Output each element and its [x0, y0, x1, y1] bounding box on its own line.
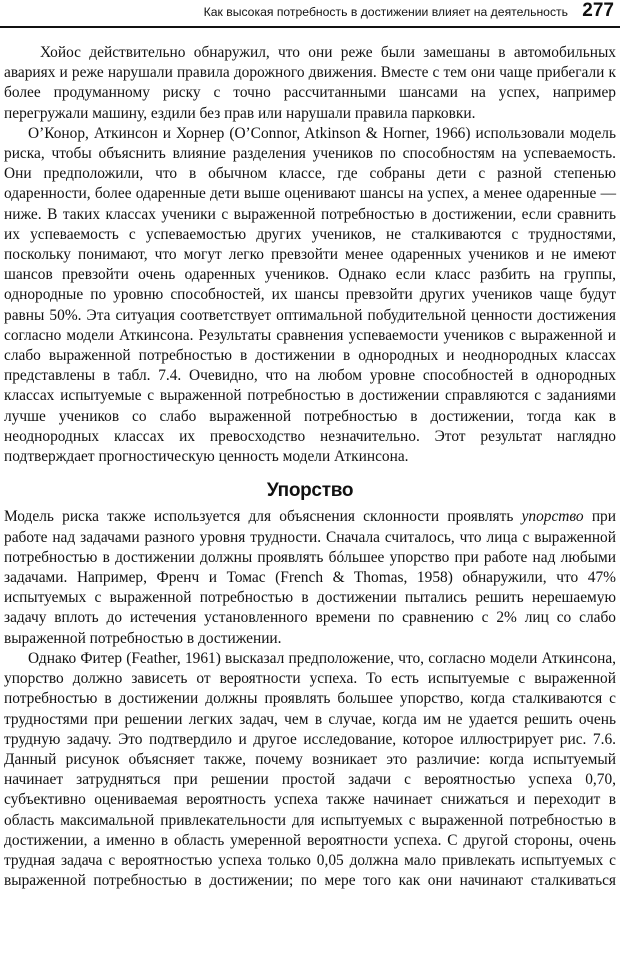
- paragraph: Хойос действительно обнаружил, что они реже были замешаны в автомобильных авариях и реже нарушали правила дорожного движения. Вместе с тем они чаще прибегали к более продуманному риску с точно рассчитанными шансами на успех, например перегружали машину, ездили без прав или нарушали правила парковки.: [4, 44, 616, 122]
- emphasized-term: упорство: [521, 508, 584, 526]
- body-text: [4, 43, 616, 891]
- paragraph-text: при работе над задачами разного уровня трудности. Сначала считалось, что лица с выраженной потребностью в достижении должны проявлять бóльшее упорство при работе над любыми задачами. Например, Френч и Томас (French & Thomas, 1958) обнаружили, что 47% испытуемых с выраженной потребностью в достижении пытались решить нерешаемую задачу вплоть до истечения установленного времени по сравнению с 2% лиц со слабо выраженной потребностью в достижении.: [4, 508, 616, 647]
- running-header: [0, 0, 620, 28]
- page-number: 277: [582, 0, 614, 21]
- paragraph: [4, 507, 616, 648]
- running-title: Как высокая потребность в достижении влияет на деятельность: [203, 5, 568, 19]
- paragraph: Однако Фитер (Feather, 1961) высказал предположение, что, согласно модели Аткинсона, упорство должно зависеть от вероятности успеха. То есть испытуемые с выраженной потребностью в достижении должны проявлять большее упорство, когда сталкиваются с трудностями при решении легких задач, чем в случае, когда им не удается решить очень трудную задачу. Это подтвердило и другое исследование, которое иллюстрирует рис. 7.6. Данный рисунок объясняет также, почему возникает это различие: когда испытуемый начинает затрудняться при решении простой задачи с вероятностью успеха 0,70, субъективно оцениваемая вероятность успеха также начинает снижаться и переходит в область максимальной привлекательности для испытуемых с выраженной потребностью в достижении, а именно в область умеренной вероятности успеха. С другой стороны, очень трудная задача с вероятностью успеха только 0,05 должна мало привлекать испытуемых с выраженной потребностью в достижении; по мере того как они начинают сталкиваться: [4, 649, 616, 890]
- section-heading: Упорство: [266, 480, 354, 502]
- paragraph: О’Конор, Аткинсон и Хорнер (O’Connor, Atkinson & Horner, 1966) использовали модель риска, чтобы объяснить влияние разделения учеников по способностям на успеваемость. Они предположили, что в обычном классе, где собраны дети с разной степенью одаренности, более одаренные дети выше оценивают шансы на успех, а менее одаренные — ниже. В таких классах ученики с выраженной потребностью в достижении, если сравнить их успеваемость с успеваемостью других учеников, не сталкиваются с трудностями, поскольку понимают, что могут легко превзойти менее одаренных учеников и не имеют шансов превзойти очень одаренных учеников. Однако если класс разбить на группы, однородные по уровню способностей, их шансы превзойти других учеников чаще будут равны 50%. Эта ситуация соответствует оптимальной побудительной ценности достижения согласно модели Аткинсона. Результаты сравнения успеваемости учеников с выраженной и слабо выраженной потребностью в достижении в однородных и неоднородных классах представлены в табл. 7.4. Очевидно, что на любом уровне способностей в однородных классах испытуемые с выраженной потребностью в достижении справляются с заданиями лучше учеников со слабо выраженной потребностью в достижении, тогда как в неоднородных классах их превосходство незначительно. Этот результат наглядно подтверждает прогностическую ценность модели Аткинсона.: [4, 124, 616, 466]
- paragraph-text: Модель риска также используется для объяснения склонности проявлять: [4, 508, 522, 526]
